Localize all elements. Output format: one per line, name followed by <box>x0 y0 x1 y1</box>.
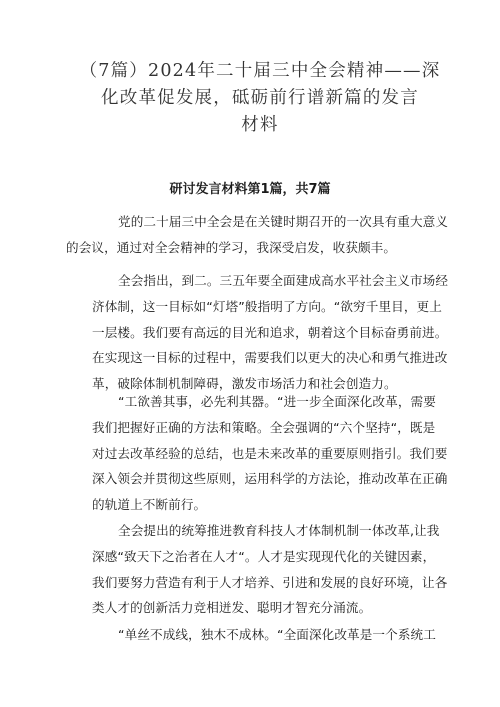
paragraph-line: “工欲善其事，必先利其器。“进一步全面深化改革，需要 <box>118 394 436 409</box>
paragraph-line: 深感“致天下之治者在人才“。人才是实现现代化的关键因素， <box>92 548 436 564</box>
title-line: 材料 <box>241 115 279 135</box>
paragraph-line: 的会议，通过对全会精神的学习，我深受启发，收获颇丰。 <box>66 239 397 255</box>
paragraph-line: 党的二十届三中全会是在关键时期召开的一次具有重大意义 <box>118 214 449 229</box>
paragraph-line: 深入领会并贯彻这些原则，运用科学的方法论，推动改革在正确 <box>92 471 448 487</box>
body-paragraph <box>92 518 448 621</box>
paragraph-line: 对过去改革经验的总结，也是未来改革的重要原则指引。我们要 <box>92 445 448 461</box>
paragraph-line: 全会指出，到二。三五年要全面建成高水平社会主义市场经 <box>118 273 449 288</box>
paragraph-line: 一层楼。我们要有高远的目光和追求，朝着这个目标奋勇前进。 <box>92 324 448 340</box>
paragraph-line: 革，破除体制机制障碍，激发市场活力和社会创造力。 <box>92 376 397 392</box>
paragraph-line: 的轨道上不断前行。 <box>92 497 207 513</box>
document-title <box>70 58 450 139</box>
paragraph-line: 类人才的创新活力竞相迸发、聪明才智充分涌流。 <box>92 600 372 616</box>
body-paragraph <box>92 389 448 518</box>
section-subtitle: 研讨发言材料第1篇，共7篇 <box>169 182 331 197</box>
paragraph-line: 全会提出的统筹推进教育科技人才体制机制一体改革,让我 <box>118 523 440 538</box>
paragraph-line: 济体制，这一目标如“灯塔”般指明了方向。“欲穷千里目，更上 <box>92 298 442 314</box>
body-paragraph <box>92 268 449 397</box>
paragraph-line: 我们要努力营造有利于人才培养、引进和发展的良好环境，让各 <box>92 574 448 590</box>
body-paragraph <box>92 622 438 648</box>
title-line: 化改革促发展，砥砺前行谱新篇的发言 <box>101 88 419 108</box>
body-paragraph <box>66 209 449 261</box>
title-line: （7篇）2024年二十届三中全会精神——深 <box>79 61 441 81</box>
paragraph-line: “单丝不成线，独木不成林。“全面深化改革是一个系统工 <box>118 627 436 642</box>
paragraph-line: 我们把握好正确的方法和策略。全会强调的“六个坚持“，既是 <box>92 419 436 435</box>
paragraph-line: 在实现这一目标的过程中，需要我们以更大的决心和勇气推进改 <box>92 350 448 366</box>
